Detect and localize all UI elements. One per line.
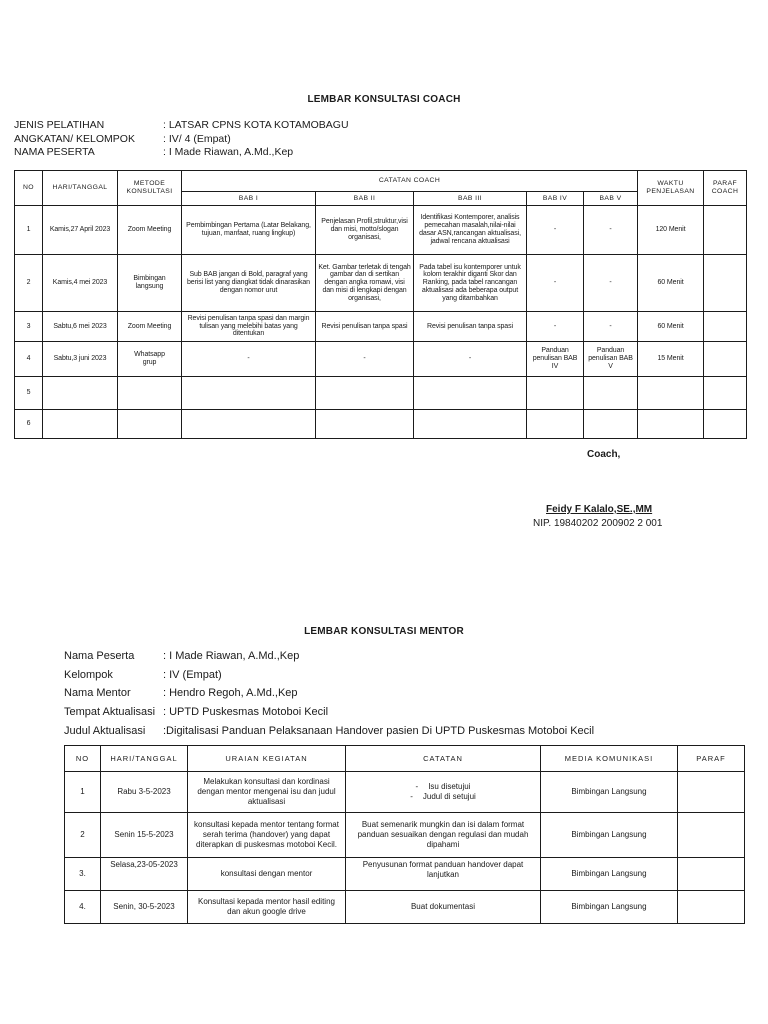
empty-cell	[182, 410, 316, 439]
empty-cell	[704, 377, 747, 410]
row-bab-3-note: Revisi penulisan tanpa spasi	[414, 312, 527, 342]
row-signature-cell	[678, 858, 745, 891]
note-text: Judul di setujui	[422, 792, 476, 801]
info-value: : Hendro Regoh, A.Md.,Kep	[163, 687, 298, 699]
info-label: Tempat Aktualisasi	[64, 706, 156, 718]
header-method: METODE KONSULTASI	[118, 171, 182, 206]
info-value: : LATSAR CPNS KOTA KOTAMOBAGU	[163, 119, 349, 131]
row-activity: Konsultasi kepada mentor hasil editing dan akun google drive	[188, 891, 346, 924]
table-row	[65, 772, 745, 813]
row-bab-4-note: -	[527, 206, 584, 255]
row-signature-cell	[678, 891, 745, 924]
header-notes: CATATAN	[346, 746, 541, 772]
row-bab-2-note: -	[316, 342, 414, 377]
note-item	[349, 792, 537, 802]
row-no: 3.	[65, 858, 101, 891]
row-bab-4-note: -	[527, 312, 584, 342]
empty-cell	[584, 410, 638, 439]
info-row-participant	[14, 146, 294, 158]
row-bab-4-note: Panduan penulisan BAB IV	[527, 342, 584, 377]
row-bab-2-note: Ket. Gambar terletak di tengah gambar dan di sertikan dengan angka romawi, visi dan misi di lengkapi dengan organisasi,	[316, 255, 414, 312]
row-duration: 60 Menit	[638, 312, 704, 342]
empty-cell	[414, 377, 527, 410]
row-duration: 15 Menit	[638, 342, 704, 377]
info-value: : UPTD Puskesmas Motoboi Kecil	[163, 706, 329, 718]
row-notes	[346, 772, 541, 813]
table-row	[65, 858, 745, 891]
empty-cell	[316, 410, 414, 439]
empty-cell	[414, 410, 527, 439]
row-date: Sabtu,6 mei 2023	[43, 312, 118, 342]
row-media: Bimbingan Langsung	[541, 772, 678, 813]
table-row	[15, 206, 747, 255]
mentor-consultation-table	[64, 745, 745, 924]
row-method: Bimbingan langsung	[118, 255, 182, 312]
header-bab-3: BAB III	[414, 192, 527, 206]
row-bab-1-note: Pembimbingan Pertama (Latar Belakang, tujuan, manfaat, ruang lingkup)	[182, 206, 316, 255]
header-date: HARI/TANGGAL	[101, 746, 188, 772]
row-signature-cell	[704, 255, 747, 312]
header-no: NO	[15, 171, 43, 206]
header-media: MEDIA KOMUNIKASI	[541, 746, 678, 772]
row-no: 3	[15, 312, 43, 342]
row-notes: Buat dokumentasi	[346, 891, 541, 924]
row-bab-3-note: Pada tabel isu kontemporer untuk kolom terakhir diganti Skor dan Ranking, pada tabel rancangan aktualisasi ada beberapa output yang ditambahkan	[414, 255, 527, 312]
row-bab-3-note: Identifikasi Kontemporer, analisis pemecahan masalah,nilai-nilai dasar ASN,rancangan aktualisasi, jadwal rencana aktualisasi	[414, 206, 527, 255]
info-row-group	[14, 133, 231, 145]
row-no: 2	[15, 255, 43, 312]
row-bab-2-note: Revisi penulisan tanpa spasi	[316, 312, 414, 342]
row-bab-5-note: -	[584, 206, 638, 255]
header-activity: URAIAN KEGIATAN	[188, 746, 346, 772]
row-no: 1	[15, 206, 43, 255]
row-method: Zoom Meeting	[118, 206, 182, 255]
row-no: 6	[15, 410, 43, 439]
signature-name: Feidy F Kalalo,SE.,MM	[546, 504, 653, 515]
table-header-row	[15, 171, 747, 192]
row-date: Sabtu,3 juni 2023	[43, 342, 118, 377]
info-value: : IV (Empat)	[163, 669, 222, 681]
row-bab-5-note: -	[584, 255, 638, 312]
empty-cell	[43, 377, 118, 410]
header-no: NO	[65, 746, 101, 772]
row-activity: Melakukan konsultasi dan kordinasi dengan mentor mengenai isu dan judul aktualisasi	[188, 772, 346, 813]
row-bab-5-note: -	[584, 312, 638, 342]
empty-cell	[638, 377, 704, 410]
table-row	[65, 813, 745, 858]
table-row-empty	[15, 377, 747, 410]
row-signature-cell	[704, 312, 747, 342]
info-value: : I Made Riawan, A.Md.,Kep	[163, 146, 294, 158]
row-bab-2-note: Penjelasan Profil,struktur,visi dan misi, motto/slogan organisasi,	[316, 206, 414, 255]
info-label: Nama Mentor	[64, 687, 131, 699]
row-bab-4-note: -	[527, 255, 584, 312]
note-item	[349, 782, 537, 792]
empty-cell	[118, 377, 182, 410]
empty-cell	[584, 377, 638, 410]
row-method: Zoom Meeting	[118, 312, 182, 342]
row-bab-1-note: -	[182, 342, 316, 377]
row-bab-1-note: Revisi penulisan tanpa spasi dan margin tulisan yang melebihi batas yang ditentukan	[182, 312, 316, 342]
row-activity: konsultasi kepada mentor tentang format serah terima (handover) yang dapat diterapkan di puskesmas motoboi Kecil.	[188, 813, 346, 858]
table-row	[65, 891, 745, 924]
row-activity: konsultasi dengan mentor	[188, 858, 346, 891]
coach-form-title: LEMBAR KONSULTASI COACH	[307, 94, 461, 105]
row-no: 5	[15, 377, 43, 410]
row-date: Senin, 30-5-2023	[101, 891, 188, 924]
row-media: Bimbingan Langsung	[541, 813, 678, 858]
row-date: Kamis,27 April 2023	[43, 206, 118, 255]
header-duration: WAKTU PENJELASAN	[638, 171, 704, 206]
info-value: : IV/ 4 (Empat)	[163, 133, 231, 145]
mentor-form-title: LEMBAR KONSULTASI MENTOR	[304, 626, 464, 637]
signature-nip: NIP. 19840202 200902 2 001	[533, 518, 663, 529]
info-label: JENIS PELATIHAN	[14, 119, 105, 131]
row-no: 1	[65, 772, 101, 813]
empty-cell	[43, 410, 118, 439]
header-signature: PARAF	[678, 746, 745, 772]
info-row-title	[64, 725, 595, 738]
table-header-row	[65, 746, 745, 772]
info-label: Kelompok	[64, 669, 113, 681]
row-no: 2	[65, 813, 101, 858]
info-row-group	[64, 669, 222, 682]
row-bab-5-note: Panduan penulisan BAB V	[584, 342, 638, 377]
table-row-empty	[15, 410, 747, 439]
row-signature-cell	[704, 206, 747, 255]
header-coach-notes: CATATAN COACH	[182, 171, 638, 192]
empty-cell	[704, 410, 747, 439]
row-method: Whatsapp grup	[118, 342, 182, 377]
row-media: Bimbingan Langsung	[541, 891, 678, 924]
row-no: 4.	[65, 891, 101, 924]
row-duration: 60 Menit	[638, 255, 704, 312]
row-date: Selasa,23-05-2023	[101, 858, 188, 891]
info-row-place	[64, 706, 329, 719]
info-label: NAMA PESERTA	[14, 146, 95, 158]
table-row	[15, 312, 747, 342]
empty-cell	[118, 410, 182, 439]
header-bab-2: BAB II	[316, 192, 414, 206]
info-value: : I Made Riawan, A.Md.,Kep	[163, 650, 300, 662]
row-duration: 120 Menit	[638, 206, 704, 255]
empty-cell	[182, 377, 316, 410]
info-value: :Digitalisasi Panduan Pelaksanaan Handover pasien Di UPTD Puskesmas Motoboi Kecil	[163, 725, 595, 737]
info-row-participant	[64, 650, 300, 663]
row-no: 4	[15, 342, 43, 377]
row-bab-1-note: Sub BAB jangan di Bold, paragraf yang berisi list yang diangkat tidak dinarasikan dengan nomor urut	[182, 255, 316, 312]
coach-consultation-table	[14, 170, 747, 439]
header-bab-1: BAB I	[182, 192, 316, 206]
note-text: Isu disetujui	[428, 782, 471, 791]
empty-cell	[316, 377, 414, 410]
table-row	[15, 342, 747, 377]
signature-role: Coach,	[587, 449, 621, 460]
header-bab-4: BAB IV	[527, 192, 584, 206]
row-notes: Buat semenarik mungkin dan isi dalam format panduan sesuaikan dengan regulasi dan mudah dipahami	[346, 813, 541, 858]
header-date: HARI/TANGGAL	[43, 171, 118, 206]
row-date: Rabu 3-5-2023	[101, 772, 188, 813]
info-row-training	[14, 119, 349, 131]
info-label: Nama Peserta	[64, 650, 135, 662]
info-label: ANGKATAN/ KELOMPOK	[14, 133, 135, 145]
row-signature-cell	[678, 813, 745, 858]
row-date: Senin 15-5-2023	[101, 813, 188, 858]
info-label: Judul Aktualisasi	[64, 725, 146, 737]
info-row-mentor	[64, 687, 298, 700]
row-signature-cell	[704, 342, 747, 377]
row-notes: Penyusunan format panduan handover dapat lanjutkan	[346, 858, 541, 891]
empty-cell	[527, 410, 584, 439]
row-media: Bimbingan Langsung	[541, 858, 678, 891]
list-marker: -	[410, 792, 413, 801]
header-signature: PARAF COACH	[704, 171, 747, 206]
empty-cell	[638, 410, 704, 439]
empty-cell	[527, 377, 584, 410]
table-row	[15, 255, 747, 312]
header-bab-5: BAB V	[584, 192, 638, 206]
row-signature-cell	[678, 772, 745, 813]
list-marker: -	[415, 782, 419, 791]
row-date: Kamis,4 mei 2023	[43, 255, 118, 312]
row-bab-3-note: -	[414, 342, 527, 377]
